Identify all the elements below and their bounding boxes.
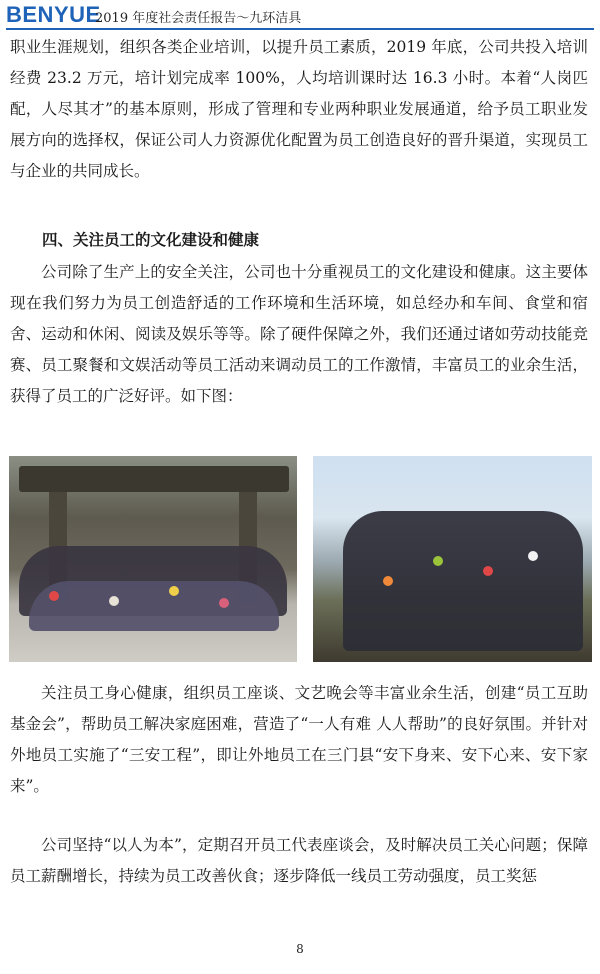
group-photo-pavilion (9, 456, 297, 662)
paragraph-health: 关注员工身心健康，组织员工座谈、文艺晚会等丰富业余生活，创建“员工互助基金会”，帮助员工解决家庭困难，营造了“一人有难 人人帮助”的良好氛围。并针对外地员工实施了“三安工程”，即让外地员工在三门县“安下身来、安下心来、安下家来”。 (10, 684, 588, 795)
crowd-group (343, 511, 583, 651)
photo-detail (219, 598, 229, 608)
page-number: 8 (296, 942, 304, 956)
paragraph-career-training: 职业生涯规划，组织各类企业培训，以提升员工素质，2019 年底，公司共投入培训经费 23.2 万元，培计划完成率 100%，人均培训课时达 16.3 小时。本着“人岗匹配，人尽其才”的基本原则，形成了管理和专业两种职业发展通道，给予员工职业发展方向的选择权，保证公司人力资源优化配置为员工创造良好的晋升渠道，实现员工与企业的共同成长。 (10, 38, 588, 180)
group-photo-mountain (313, 456, 592, 662)
photo-detail (49, 591, 59, 601)
header-divider (6, 28, 594, 30)
report-title: 2019 年度社会责任报告～九环洁具 (95, 11, 302, 26)
photo-detail (383, 576, 393, 586)
section-heading: 四、关注员工的文化建设和健康 (42, 230, 260, 249)
company-logo: BENYUE (6, 2, 101, 27)
photo-detail (109, 596, 119, 606)
photo-detail (169, 586, 179, 596)
crowd-front-row (29, 581, 279, 631)
paragraph-people-first: 公司坚持“以人为本”，定期召开员工代表座谈会，及时解决员工关心问题；保障员工薪酬增长，持续为员工改善伙食；逐步降低一线员工劳动强度，员工奖惩 (10, 836, 588, 885)
paragraph-culture: 公司除了生产上的安全关注，公司也十分重视员工的文化建设和健康。这主要体现在我们努力为员工创造舒适的工作环境和生活环境，如总经办和车间、食堂和宿舍、运动和休闲、阅读及娱乐等等。除了硬件保障之外，我们还通过诸如劳动技能竞赛、员工聚餐和文娱活动等员工活动来调动员工的工作激情，丰富员工的业余生活，获得了员工的广泛好评。如下图： (10, 263, 588, 405)
pavilion-roof (19, 466, 289, 492)
photo-detail (433, 556, 443, 566)
page-header (0, 0, 600, 30)
photo-detail (528, 551, 538, 561)
photo-detail (483, 566, 493, 576)
